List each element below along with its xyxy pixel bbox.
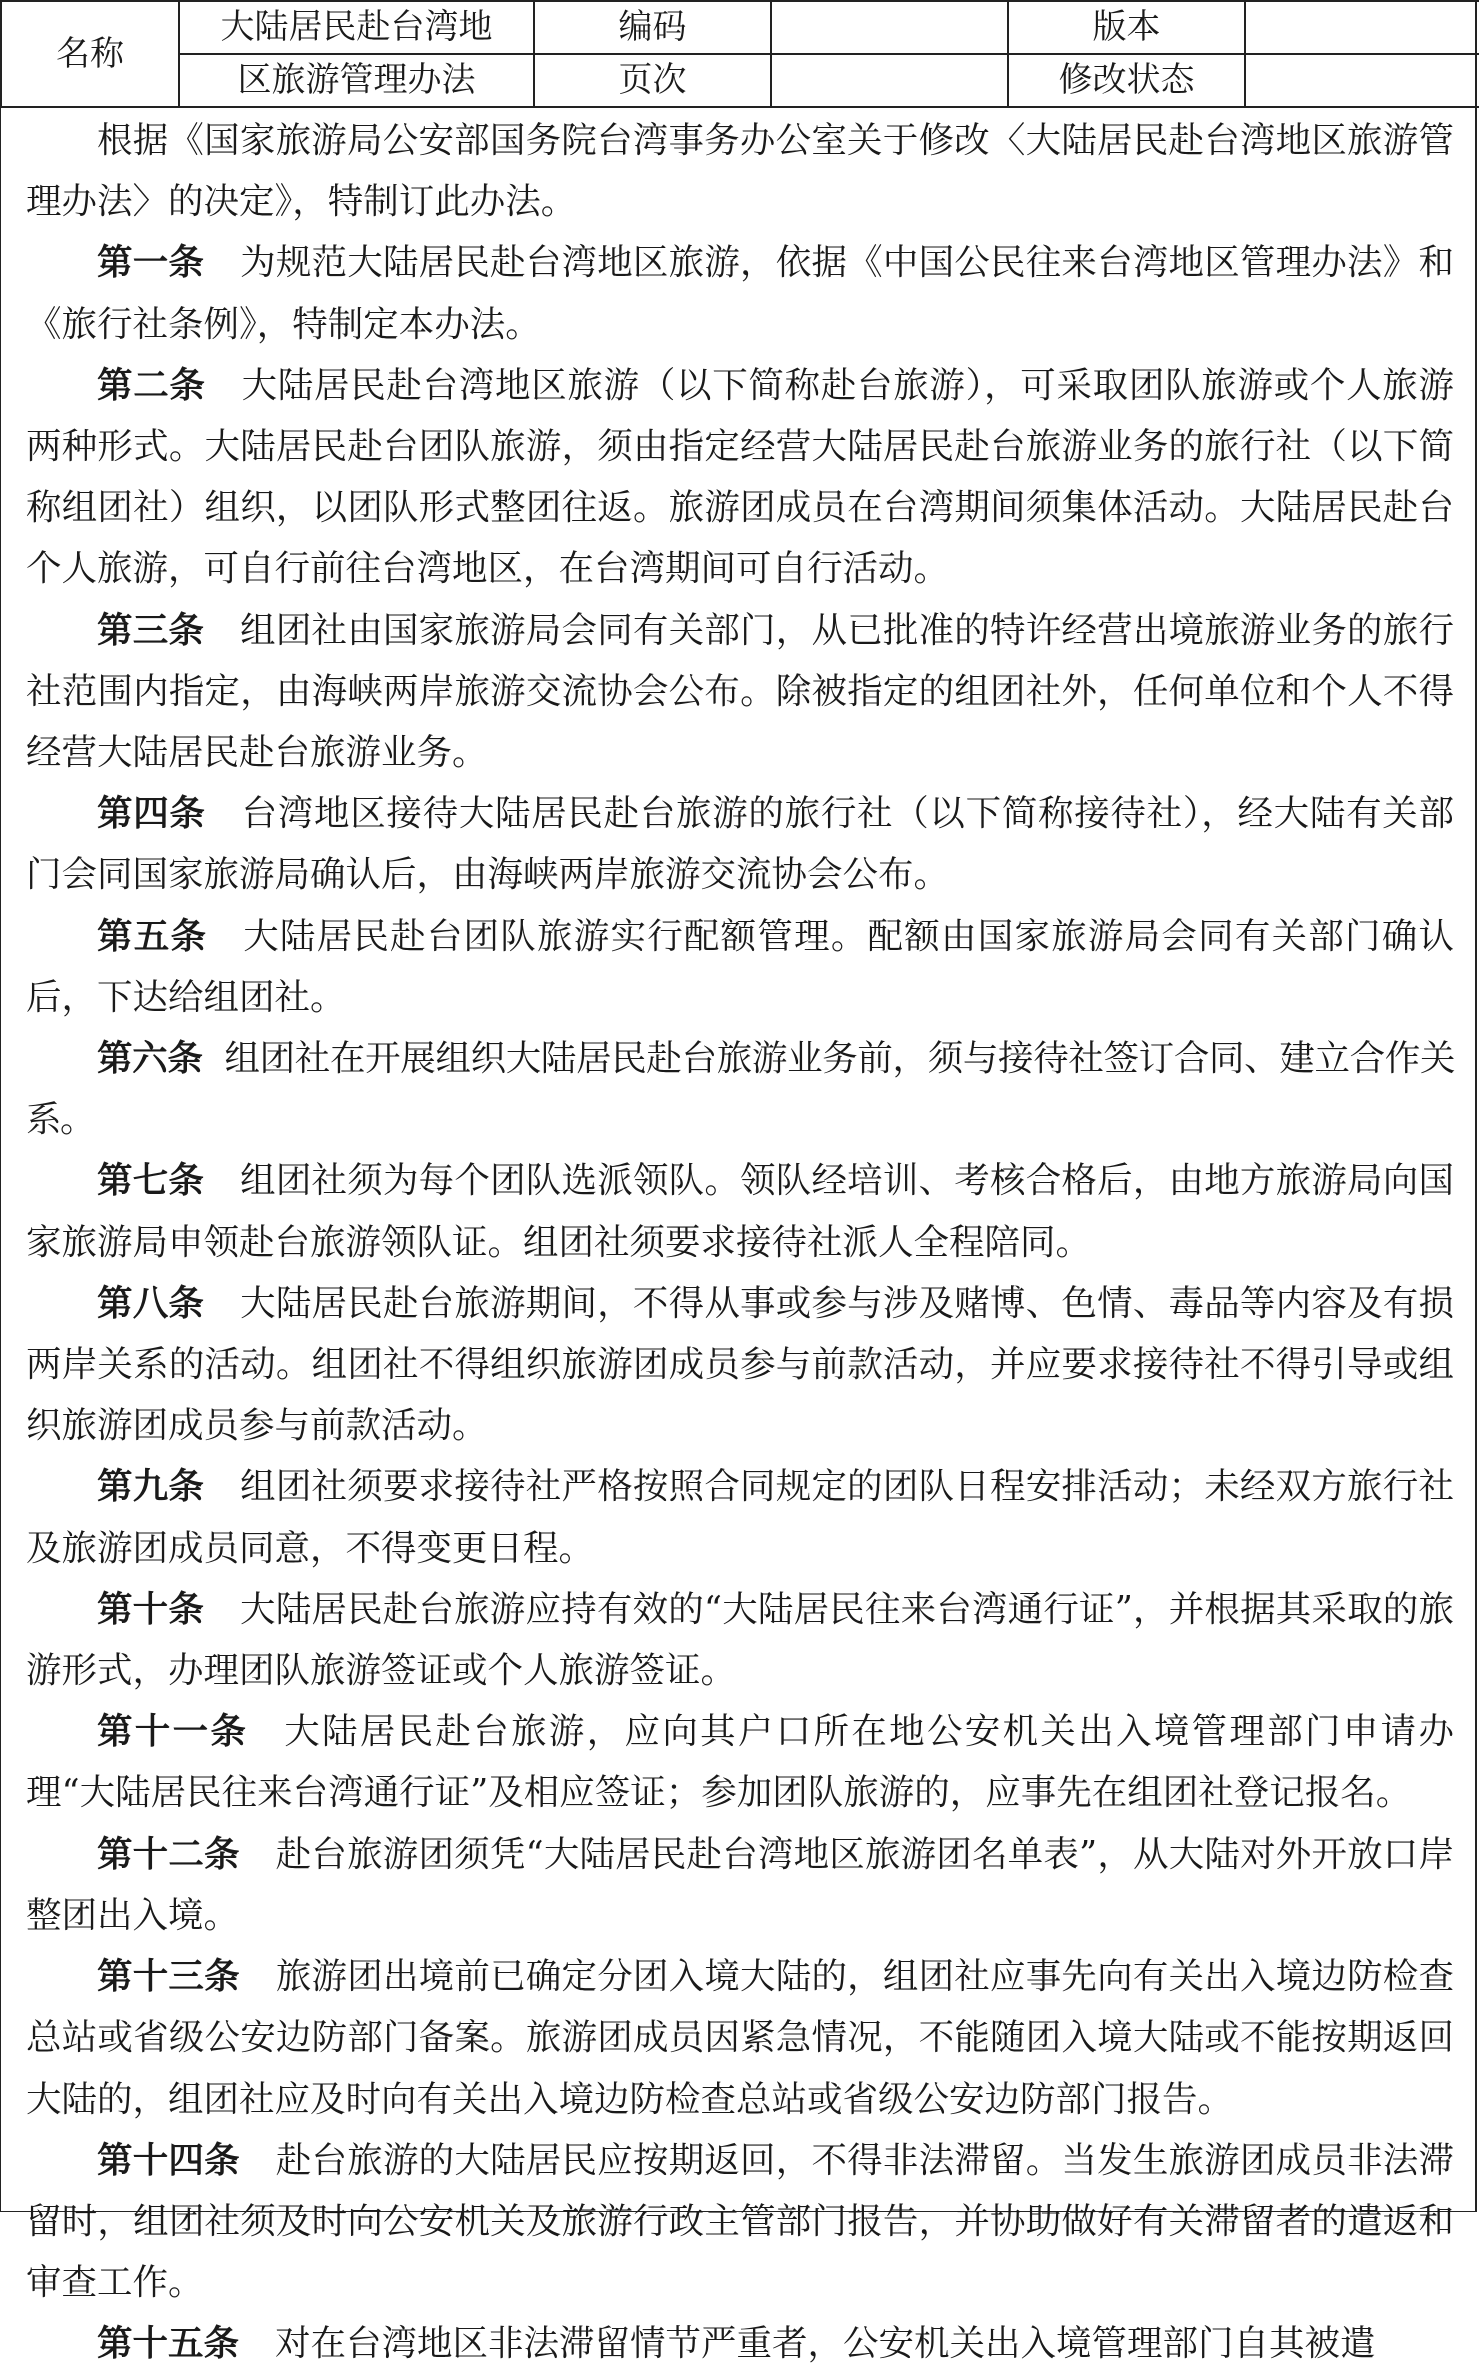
document-body [26, 110, 1454, 2375]
article-3 [26, 600, 1454, 784]
article-2 [26, 355, 1454, 600]
article-text: 旅游团出境前已确定分团入境大陆的，组团社应事先向有关出入境边防检查总站或省级公安边防部门备案。旅游团成员因紧急情况，不能随团入境大陆或不能按期返回大陆的，组团社应及时向有关出入境边防检查总站或省级公安边防部门报告。 [26, 1956, 1454, 2120]
article-title: 第十五条 [97, 2323, 240, 2365]
article-title: 第十四条 [97, 2139, 240, 2181]
article-15 [26, 2313, 1454, 2374]
article-title: 第九条 [97, 1466, 205, 1508]
article-text: 大陆居民赴台旅游期间，不得从事或参与涉及赌博、色情、毒品等内容及有损两岸关系的活动。组团社不得组织旅游团成员参与前款活动，并应要求接待社不得引导或组织旅游团成员参与前款活动。 [26, 1282, 1454, 1447]
article-11 [26, 1701, 1454, 1823]
document-title-line1: 大陆居民赴台湾地 [220, 7, 493, 47]
version-value-cell [1245, 1, 1479, 54]
article-text: 组团社须为每个团队选派领队。领队经培训、考核合格后，由地方旅游局向国家旅游局申领赴台旅游领队证。组团社须要求接待社派人全程陪同。 [26, 1160, 1454, 1263]
article-title: 第八条 [97, 1282, 205, 1324]
revision-label-cell [1008, 54, 1245, 107]
article-text: 为规范大陆居民赴台湾地区旅游，依据《中国公民往来台湾地区管理办法》和《旅行社条例》，特制定本办法。 [26, 242, 1454, 345]
version-label: 版本 [1092, 7, 1161, 47]
name-value-line1-cell [179, 1, 534, 54]
article-6 [26, 1028, 1454, 1150]
article-8 [26, 1273, 1454, 1457]
article-title: 第七条 [97, 1160, 205, 1202]
revision-label: 修改状态 [1058, 60, 1195, 100]
version-label-cell [1008, 1, 1245, 54]
document-header-table [0, 0, 1479, 108]
article-text: 台湾地区接待大陆居民赴台旅游的旅行社（以下简称接待社），经大陆有关部门会同国家旅游局确认后，由海峡两岸旅游交流协会公布。 [26, 793, 1454, 896]
page-label: 页次 [618, 60, 687, 100]
article-text: 对在台湾地区非法滞留情节严重者，公安机关出入境管理部门自其被遣 [275, 2323, 1376, 2365]
name-label-cell [1, 1, 179, 107]
article-5 [26, 906, 1454, 1028]
page-label-cell [534, 54, 771, 107]
article-title: 第六条 [97, 1038, 203, 1080]
article-title: 第十二条 [97, 1833, 240, 1875]
article-title: 第四条 [97, 793, 206, 835]
article-9 [26, 1456, 1454, 1578]
article-10 [26, 1579, 1454, 1701]
article-title: 第五条 [97, 915, 208, 957]
article-title: 第十三条 [97, 1956, 240, 1998]
article-title: 第十一条 [97, 1711, 249, 1753]
revision-value-cell [1245, 54, 1479, 107]
intro-paragraph: 根据《国家旅游局公安部国务院台湾事务办公室关于修改〈大陆居民赴台湾地区旅游管理办法〉的决定》，特制订此办法。 [26, 120, 1454, 223]
code-label-cell [534, 1, 771, 54]
article-title: 第十条 [97, 1588, 205, 1630]
article-1 [26, 232, 1454, 354]
article-text: 大陆居民赴台湾地区旅游（以下简称赴台旅游），可采取团队旅游或个人旅游两种形式。大陆居民赴台团队旅游，须由指定经营大陆居民赴台旅游业务的旅行社（以下简称组团社）组织，以团队形式整团往返。旅游团成员在台湾期间须集体活动。大陆居民赴台个人旅游，可自行前往台湾地区，在台湾期间可自行活动。 [26, 364, 1454, 590]
article-title: 第一条 [97, 242, 205, 284]
page-value-cell [771, 54, 1008, 107]
document-title-line2: 区旅游管理办法 [237, 60, 476, 100]
article-text: 赴台旅游的大陆居民应按期返回，不得非法滞留。当发生旅游团成员非法滞留时，组团社须及时向公安机关及旅游行政主管部门报告，并协助做好有关滞留者的遣返和审查工作。 [26, 2139, 1454, 2304]
article-text: 赴台旅游团须凭“大陆居民赴台湾地区旅游团名单表”，从大陆对外开放口岸整团出入境。 [26, 1833, 1454, 1936]
article-text: 大陆居民赴台旅游应持有效的“大陆居民往来台湾通行证”，并根据其采取的旅游形式，办理团队旅游签证或个人旅游签证。 [26, 1588, 1454, 1692]
article-text: 组团社在开展组织大陆居民赴台旅游业务前，须与接待社签订合同、建立合作关系。 [26, 1038, 1454, 1141]
name-value-line2-cell [179, 54, 534, 107]
article-text: 组团社由国家旅游局会同有关部门，从已批准的特许经营出境旅游业务的旅行社范围内指定，由海峡两岸旅游交流协会公布。除被指定的组团社外，任何单位和个人不得经营大陆居民赴台旅游业务。 [26, 609, 1454, 774]
article-12 [26, 1824, 1454, 1946]
code-value-cell [771, 1, 1008, 54]
article-7 [26, 1150, 1454, 1272]
article-text: 大陆居民赴台团队旅游实行配额管理。配额由国家旅游局会同有关部门确认后，下达给组团社。 [26, 915, 1454, 1018]
code-label: 编码 [618, 7, 687, 47]
article-14 [26, 2130, 1454, 2314]
name-label: 名称 [56, 33, 124, 74]
article-13 [26, 1946, 1454, 2130]
article-title: 第二条 [97, 364, 206, 406]
article-text: 组团社须要求接待社严格按照合同规定的团队日程安排活动；未经双方旅行社及旅游团成员同意，不得变更日程。 [26, 1466, 1454, 1569]
article-4 [26, 783, 1454, 905]
article-title: 第三条 [97, 609, 205, 651]
article-text: 大陆居民赴台旅游，应向其户口所在地公安机关出入境管理部门申请办理“大陆居民往来台湾通行证”及相应签证；参加团队旅游的，应事先在组团社登记报名。 [26, 1711, 1454, 1814]
